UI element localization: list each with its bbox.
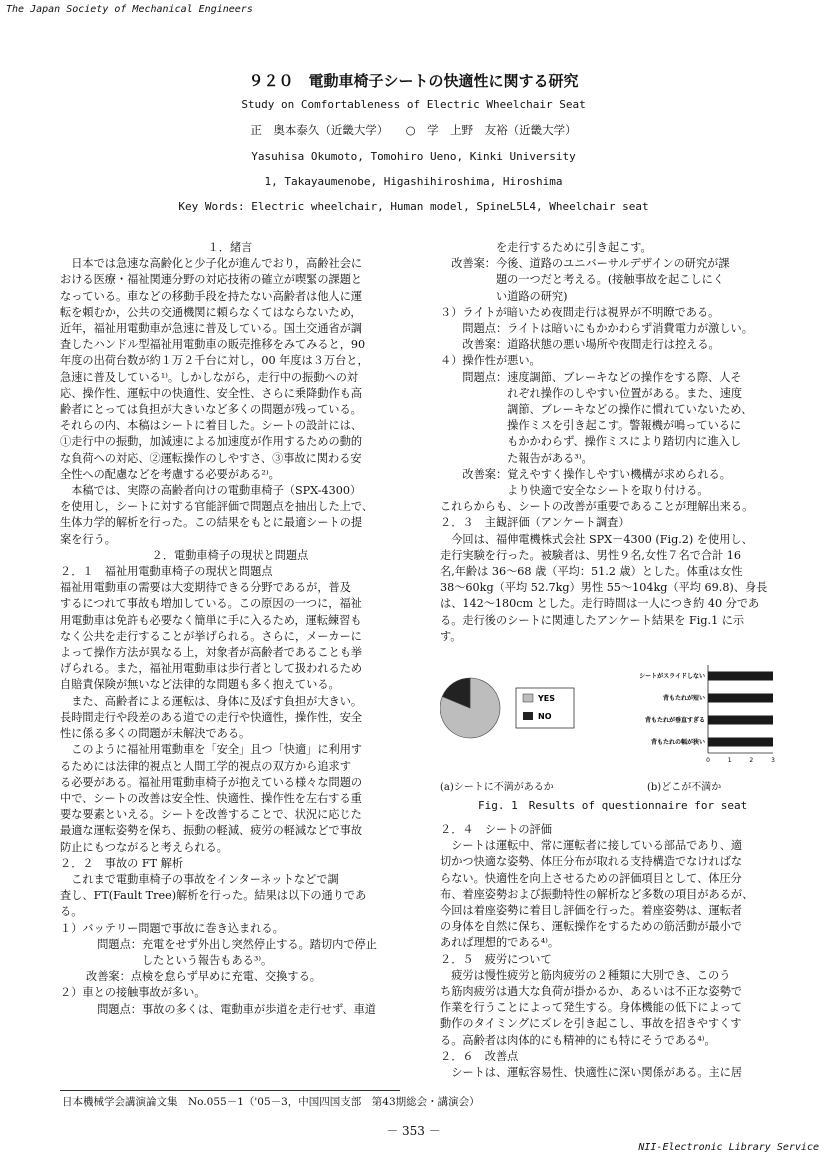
text-line: 齢者にとっては負担が大きいなど多くの問題が残っている。 (60, 403, 362, 417)
text-line: た報告がある³⁾。 (440, 451, 593, 465)
text-line: 転を頼むか，公共の交通機関に頼らなくてはならないため， (60, 305, 362, 319)
text-line: 日本では急速な高齢化と少子化が進んでおり，高齢社会に (60, 257, 363, 271)
text-line: い道路の研究) (440, 289, 568, 303)
text-line: するにつれて事故も増加している。この原因の一つに，福祉 (60, 597, 362, 611)
text-line: 操作ミスを引き起こす。警報機が鳴っているに (440, 419, 742, 433)
text-line: 38～60kg（平均 52.7kg）男性 55～104kg（平均 69.8)、身長 (440, 581, 768, 595)
subcaption-a: (a)シートに不満があるか (440, 782, 554, 793)
text-line: よって操作方法が異なる上，対象者が高齢者であることも挙 (60, 646, 363, 660)
text-line: 福祉用電動車の需要は大変期待できる分野であるが，普及 (60, 581, 351, 595)
figure-1 (440, 660, 785, 820)
text-line: これまで電動車椅子の事故をインターネットなどで調 (60, 872, 339, 886)
keywords: Key Words: Electric wheelchair, Human model, SpineL5L4, Wheelchair seat (178, 200, 649, 213)
text-line: これらからも、シートの改善が重要であることが理解出来る。 (440, 500, 754, 514)
text-line: るためには法律的視点と人間工学的視点の双方から追求す (60, 759, 351, 773)
authors-en: Yasuhisa Okumoto, Tomohiro Ueno, Kinki University (251, 150, 576, 163)
text-line: 査したハンドル型福祉用電動車の販売推移をみてみると，90 (60, 338, 366, 352)
text-line: す。 (440, 629, 462, 643)
text-line: 全性への配慮などを考慮する必要がある²⁾。 (60, 467, 280, 481)
right-column-bottom (440, 822, 785, 1081)
text-line: を使用し，シートに対する官能評価で問題点を抽出した上で、 (60, 500, 374, 514)
text-line: 問題点：事故の多くは、電動車が歩道を走行せず、車道 (86, 1002, 376, 1016)
text-line: 本稿では、実際の高齢者向けの電動車椅子（SPX-4300） (60, 484, 362, 498)
text-line: 題の一つだと考える。(接触事故を起こしにく (440, 273, 725, 287)
text-line: れぞれ操作のしやすい位置がある。また、速度 (440, 386, 743, 400)
text-line: １）バッテリー問題で事故に巻き込まれる。 (60, 921, 284, 935)
text-line: 問題点：充電をせず外出し突然停止する。踏切内で停止 (86, 937, 377, 951)
text-line: 長時間走行や段差のある道での走行や快適性，操作性，安全 (60, 710, 363, 724)
text-line: る。高齢者は肉体的にも精神的にも特にそうである⁴⁾。 (440, 1033, 716, 1047)
text-line: より快適で安全なシートを取り付ける。 (440, 484, 709, 498)
text-line: 性に係る多くの問題が未解決である。 (60, 727, 251, 741)
text-line: は、142～180cm とした。走行時間は一人につき約 40 分であ (440, 597, 760, 611)
text-line: 改善案：覚えやすく操作しやすい機構が求められる。 (440, 467, 731, 481)
left-column (60, 240, 400, 1018)
text-line: ①走行中の振動，加減速による加速度が作用するための動的 (60, 435, 363, 449)
footer-rule (60, 1090, 400, 1091)
text-line: おける医療・福祉関連分野の対応技術の確立が喫緊の課題と (60, 273, 363, 287)
text-line: なく公共を走行することが挙げられる。さらに，メーカーに (60, 629, 362, 643)
text-line: もかかわらず、操作ミスにより踏切内に進入し (440, 435, 742, 449)
text-line: 名,年齢は 36～68 歳（平均：51.2 歳）とした。体重は女性 (440, 565, 743, 579)
text-line: ２．６ 改善点 (440, 1049, 519, 1063)
page-number: － 353 － (386, 1124, 441, 1138)
bar-category-label: 背もたれが垂直すぎる (644, 717, 705, 724)
text-line: シートは運転中、常に運転者に接している部品であり、適 (440, 839, 743, 853)
text-line: ４）操作性が悪い。 (440, 354, 541, 368)
text-line: 今回は着座姿勢に着目し評価を行った。着座姿勢は、運転者 (440, 904, 743, 918)
bar-chart (639, 665, 775, 764)
text-line: また、高齢者による運転は、身体に及ぼす負担が大きい。 (60, 694, 363, 708)
bar (708, 672, 773, 681)
text-line: ２．１ 福祉用電動車椅子の現状と問題点 (60, 565, 273, 579)
text-line: 防止にもつながると考えられる。 (60, 840, 228, 854)
paper-title-en: Study on Comfortableness of Electric Wheelchair Seat (241, 98, 586, 111)
text-line: 年度の出荷台数が約１万２千台に対し，00 年度は３万台と， (60, 354, 369, 368)
text-line: 改善案：今後、道路のユニバーサルデザインの研究が課 (440, 257, 730, 271)
legend-label-yes: YES (538, 694, 556, 703)
bar (708, 738, 773, 747)
text-line: ３）ライトが暗いため夜間走行は視界が不明瞭である。 (440, 305, 720, 319)
text-line: 問題点：速度調節、ブレーキなどの操作をする際、人そ (440, 370, 742, 384)
bar-category-label: シートがスライドしない (639, 673, 705, 680)
text-line: る。走行後のシートに関連したアンケート結果を Fig.1 に示 (440, 613, 745, 627)
bar (708, 716, 773, 725)
text-line: 最適な運転姿勢を保ち、振動の軽減、疲労の軽減などで事故 (60, 824, 363, 838)
text-line: 自賠責保険が無いなど法律的な問題も多く抱えている。 (60, 678, 340, 692)
text-line: 用電動車は免許も必要なく簡単に手に入るため，運転練習も (60, 613, 362, 627)
text-line: なっている。車などの移動手段を持たない高齢者は他人に運 (60, 289, 363, 303)
figure-1-chart (440, 660, 785, 772)
text-line: 生体力学的解析を行った。この結果をもとに最適シートの提 (60, 516, 363, 530)
text-line: ２．３ 主観評価（アンケート調査） (440, 516, 630, 530)
bar-category-label: 背もたれが短い (662, 695, 705, 702)
text-line: １．緒言 (207, 241, 253, 254)
text-line: 近年，福祉用電動車が急速に普及している。国土交通省が調 (60, 322, 363, 336)
text-line: 中で、シートの改善は安全性、快適性、操作性を左右する重 (60, 791, 362, 805)
text-line: ２．５ 疲労について (440, 952, 552, 966)
text-line: 改善案：点検を怠らず早めに充電、交換する。 (86, 970, 321, 984)
subcaption-b: (b)どこが不満か (647, 782, 722, 793)
text-line: 布、着座姿勢および振動特性の解析など多数の項目があるが、 (440, 887, 754, 901)
text-line: の身体を自然に保ち、運転操作をするための筋活動が最小で (440, 920, 743, 934)
paper-title: ９２０ 電動車椅子シートの快適性に関する研究 (248, 72, 579, 90)
bar-tick-label: 3 (771, 757, 775, 764)
text-line: 調節、ブレーキなどの操作に慣れていないため、 (440, 403, 753, 417)
text-line: ２）車との接触事故が多い。 (60, 986, 206, 1000)
bar (708, 694, 773, 703)
legend-swatch-yes (523, 694, 533, 702)
address: 1, Takayaumenobe, Higashihiroshima, Hiroshima (264, 175, 563, 188)
text-line: このように福祉用電動車を「安全」且つ「快適」に利用す (60, 743, 363, 757)
text-line: げられる。また，福祉用電動車は歩行者として扱われるため (60, 662, 363, 676)
legend-swatch-no (523, 712, 533, 720)
text-line: ２．４ シートの評価 (440, 823, 552, 836)
text-line: 案を行う。 (60, 532, 116, 546)
bar-category-label: 背もたれの幅が狭い (650, 739, 705, 746)
text-line: る。 (60, 905, 83, 919)
text-line: 応、操作性、運転中の快適性、安全性、さらに乗降動作も高 (60, 386, 363, 400)
text-line: 走行実験を行った。被験者は、男性９名,女性７名で合計 16 (440, 548, 742, 562)
text-line: ち筋肉疲労は過大な負荷が掛かるか、あるいは不正な姿勢で (440, 985, 743, 999)
text-line: 問題点：ライトは暗いにもかかわらず消費電力が激しい。 (440, 322, 753, 336)
text-line: 要な要素といえる。シートを改善することで、状況に応じた (60, 808, 362, 822)
proceedings-note: 日本機械学会講演論文集 No.055－1（'05－3，中国四国支部 第43期総会・講演会） (62, 1096, 480, 1108)
legend-label-no: NO (538, 712, 552, 721)
text-line: らない。快適性を向上させるための評価項目として、体圧分 (440, 871, 742, 885)
text-line: な負荷への対応、②運転操作のしやすさ、③事故に関わる安 (60, 451, 362, 465)
text-line: 作業を行うことによって発生する。身体機能の低下によって (440, 1001, 743, 1015)
text-line: 疲労は慢性疲労と筋肉疲労の２種類に大別でき、このう (440, 968, 731, 982)
text-line: 動作のタイミングにズレを引き起こし、事故を招きやすくす (440, 1017, 742, 1031)
bar-tick-label: 1 (727, 757, 732, 764)
bar-tick-label: 2 (749, 757, 754, 764)
text-line: あれば理想的である⁴⁾。 (440, 936, 560, 950)
figure-caption: Fig. 1 Results of questionnaire for seat (478, 799, 748, 812)
text-line: 今回は、福伸電機株式会社 SPX－4300 (Fig.2) を使用し、 (440, 532, 753, 546)
text-line: 急速に普及している¹⁾。しかしながら，走行中の振動への対 (60, 370, 359, 384)
right-column-top (440, 240, 785, 645)
text-line: を走行するために引き起こす。 (440, 241, 652, 254)
text-line: ２．電動車椅子の現状と問題点 (151, 548, 309, 562)
authors-jp: 正 奥本泰久（近畿大学） ○ 学 上野 友裕（近畿大学） (250, 123, 577, 137)
text-line: それらの内、本稿はシートに着目した。シートの設計には、 (60, 419, 363, 433)
library-footer: NII-Electronic Library Service (638, 1142, 819, 1153)
text-line: したという報告もある³⁾。 (86, 953, 273, 967)
text-line: ２．２ 事故の FT 解析 (60, 856, 184, 870)
pie-chart (440, 678, 500, 738)
pie-legend (516, 688, 574, 728)
text-line: る必要がある。福祉用電動車椅子が抱えている様々な問題の (60, 775, 363, 789)
text-line: 改善案：道路状態の悪い場所や夜間走行は控える。 (440, 338, 720, 352)
text-line: 切かつ快適な姿勢、体圧分布が取れる支持構造でなければな (440, 855, 743, 869)
text-line: シートは、運転容易性、快適性に深い関係がある。主に居 (440, 1066, 743, 1080)
text-line: 査し、FT(Fault Tree)解析を行った。結果は以下の通りであ (60, 889, 367, 903)
journal-header: The Japan Society of Mechanical Engineers (6, 4, 253, 15)
bar-tick-label: 0 (706, 757, 710, 764)
